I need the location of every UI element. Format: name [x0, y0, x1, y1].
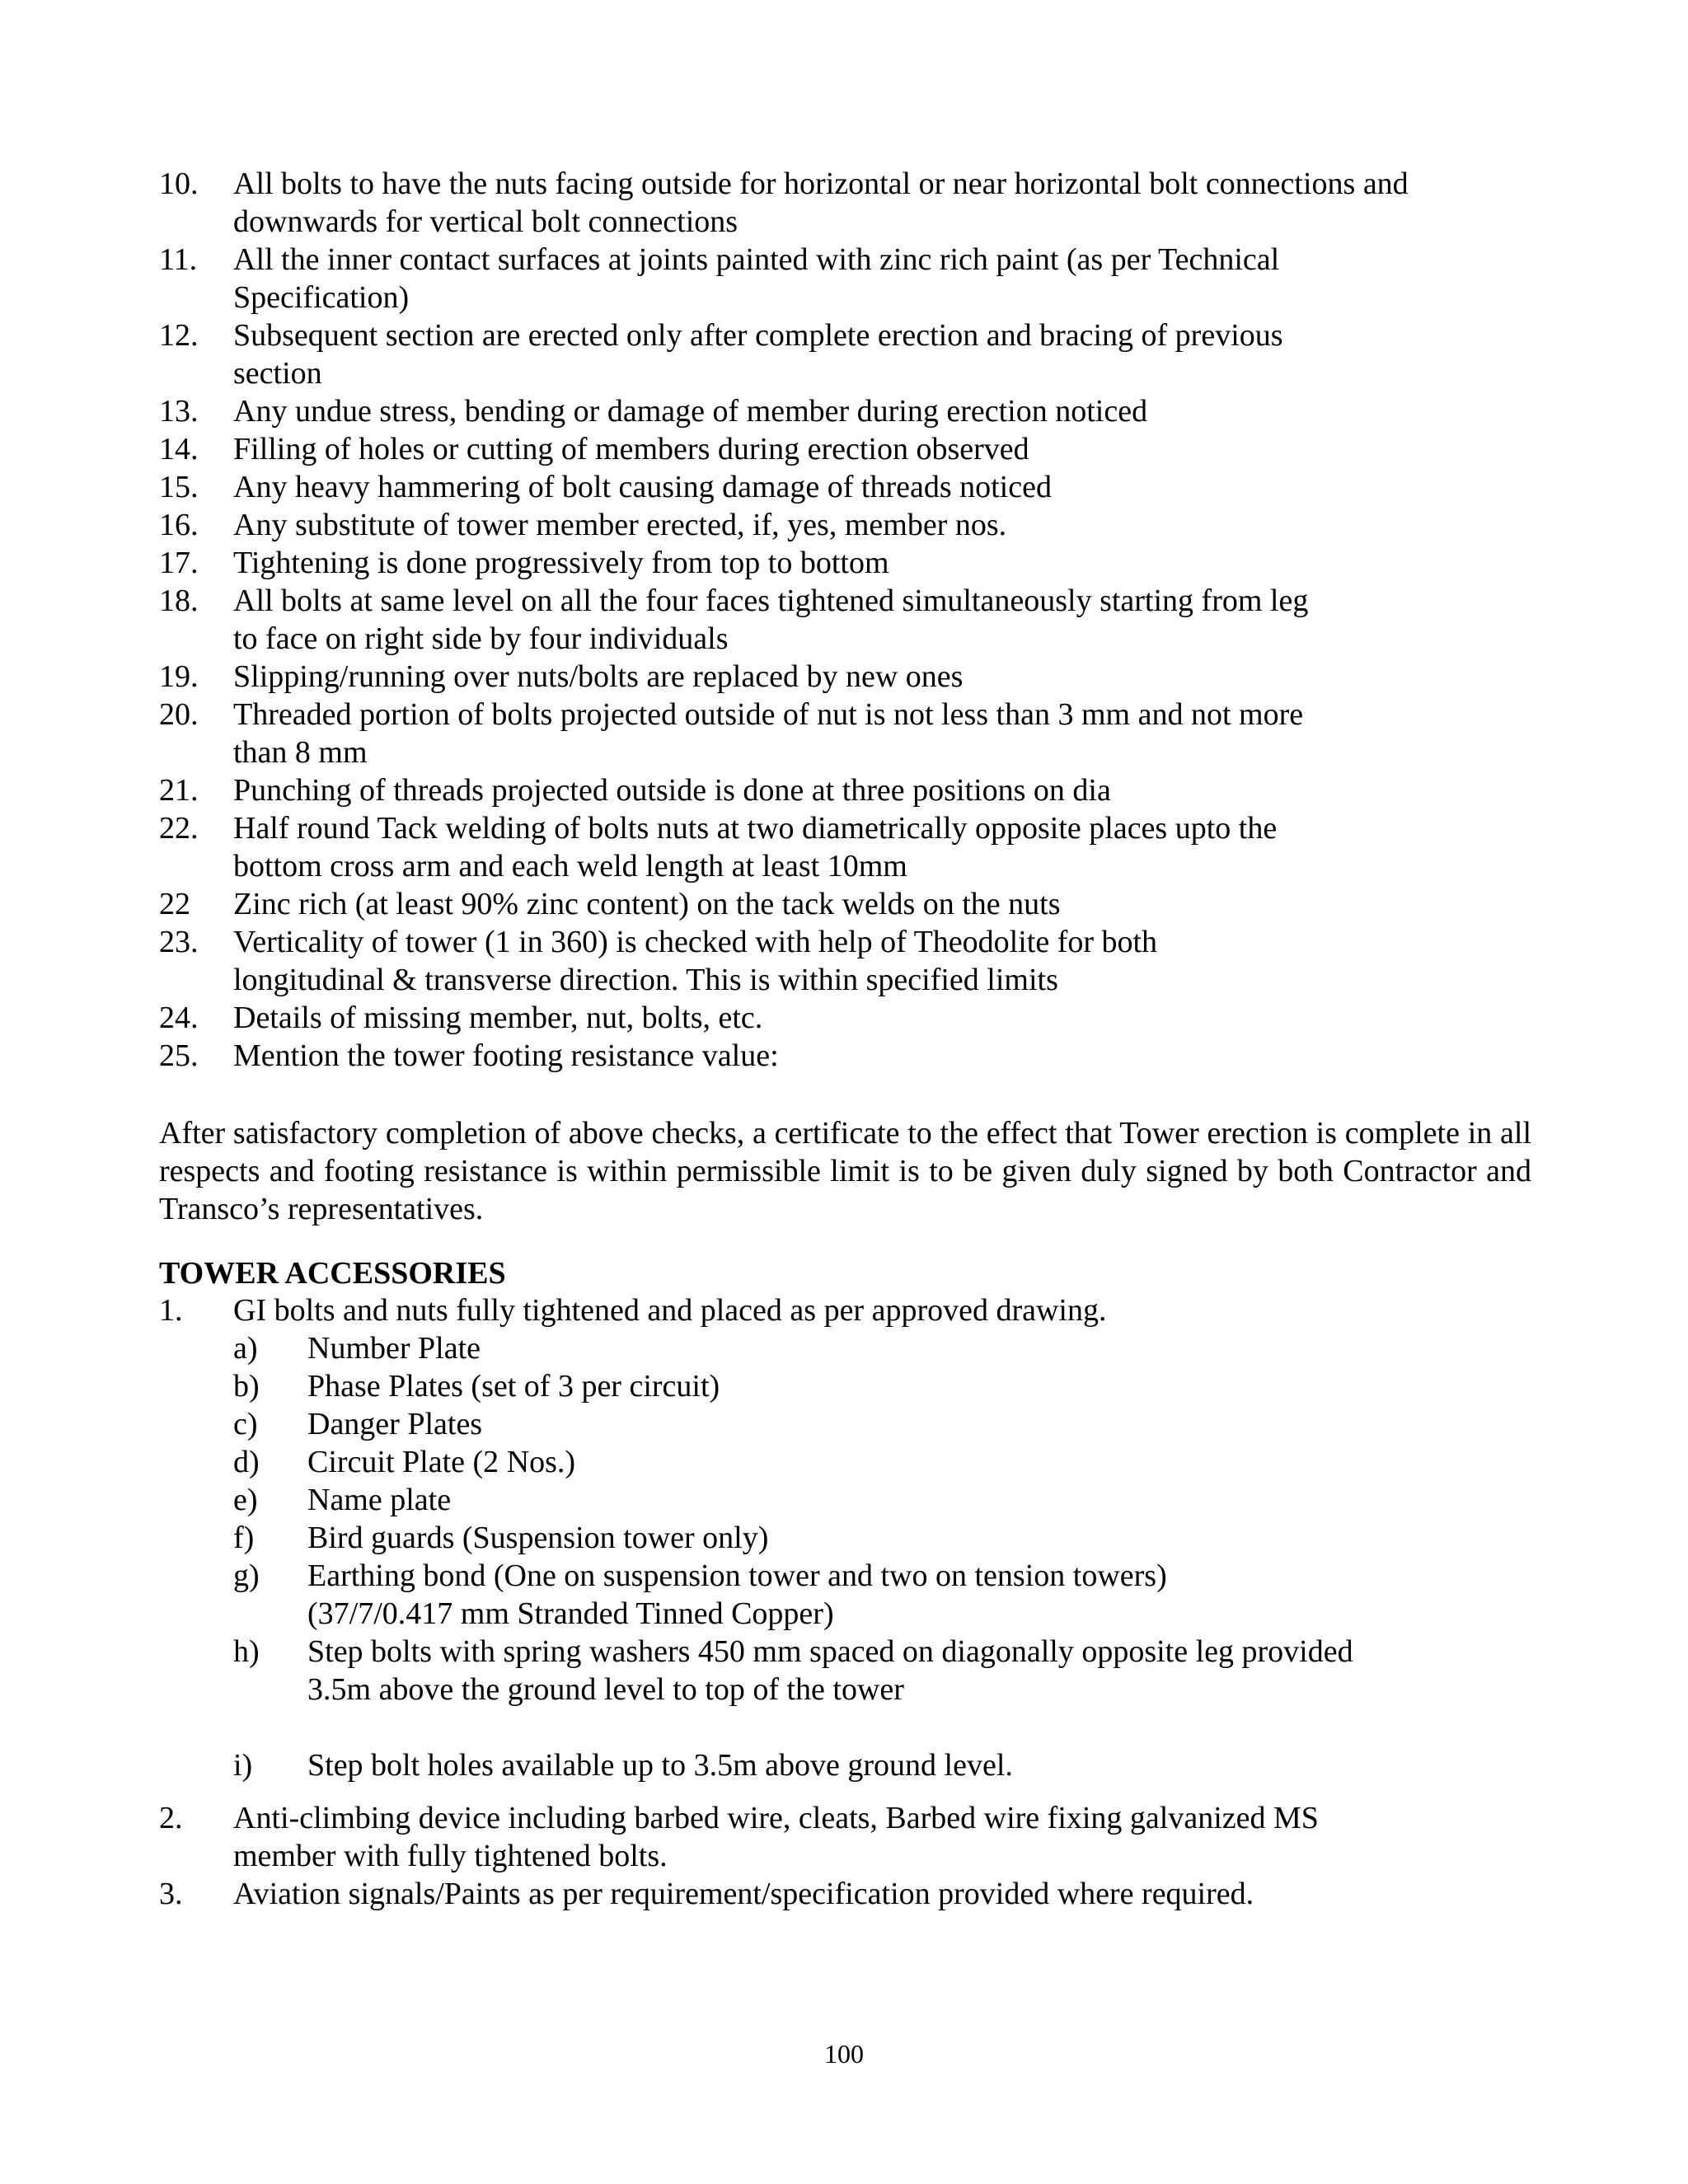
list-item — [159, 316, 1531, 392]
item-number: 21. — [159, 773, 199, 808]
item-text: Anti-climbing device including barbed wire, cleats, Barbed wire fixing galvanized MS — [233, 1801, 1319, 1835]
item-number: 15. — [159, 470, 199, 504]
item-text: All bolts at same level on all the four faces tightened simultaneously starting from leg — [233, 583, 1309, 618]
sub-item-letter: d) — [233, 1445, 260, 1479]
item-number: 12. — [159, 318, 199, 353]
item-text: Specification) — [233, 280, 410, 315]
list-item — [159, 1037, 1531, 1075]
sub-list-item — [159, 1329, 1531, 1367]
list-item — [159, 696, 1531, 771]
item-text: Any undue stress, bending or damage of member during erection noticed — [233, 394, 1148, 429]
sub-item-text: 3.5m above the ground level to top of the tower — [307, 1672, 904, 1707]
list-item — [159, 658, 1531, 696]
item-text: Filling of holes or cutting of members during erection observed — [233, 432, 1029, 466]
item-text: Details of missing member, nut, bolts, etc. — [233, 1001, 763, 1035]
sub-list-item — [159, 1405, 1531, 1443]
item-text: member with fully tightened bolts. — [233, 1839, 668, 1873]
item-text: Threaded portion of bolts projected outside of nut is not less than 3 mm and not more — [233, 697, 1304, 732]
item-text: Punching of threads projected outside is done at three positions on dia — [233, 773, 1111, 808]
sub-list-item — [159, 1367, 1531, 1405]
list-item — [159, 999, 1531, 1037]
sub-item-text: Step bolts with spring washers 450 mm spaced on diagonally opposite leg provided — [307, 1634, 1353, 1669]
item-text: Mention the tower footing resistance value: — [233, 1038, 779, 1073]
list-item — [159, 392, 1531, 430]
list-item — [159, 468, 1531, 506]
section-heading: TOWER ACCESSORIES — [159, 1256, 506, 1291]
sub-item-letter: e) — [233, 1483, 258, 1517]
item-text: Slipping/running over nuts/bolts are replaced by new ones — [233, 659, 964, 694]
item-text: Subsequent section are erected only after complete erection and bracing of previous — [233, 318, 1283, 353]
accessories-list — [159, 1291, 1531, 1913]
list-item — [159, 506, 1531, 544]
item-number: 24. — [159, 1001, 199, 1035]
sub-item-letter: i) — [233, 1748, 253, 1783]
sub-item-text: Step bolt holes available up to 3.5m above ground level. — [307, 1748, 1013, 1783]
item-number: 1. — [159, 1293, 183, 1328]
sub-item-text: Danger Plates — [307, 1407, 483, 1441]
sub-list-item — [159, 1481, 1531, 1519]
item-text: GI bolts and nuts fully tightened and placed as per approved drawing. — [233, 1293, 1107, 1328]
item-number: 22. — [159, 811, 199, 846]
list-item — [159, 809, 1531, 885]
item-text: section — [233, 356, 322, 391]
list-item — [159, 430, 1531, 468]
item-text: bottom cross arm and each weld length at least 10mm — [233, 849, 907, 883]
list-item — [159, 1291, 1531, 1329]
item-number: 13. — [159, 394, 199, 429]
item-text: Verticality of tower (1 in 360) is checked with help of Theodolite for both — [233, 925, 1158, 959]
item-text: All bolts to have the nuts facing outside for horizontal or near horizontal bolt connections and — [233, 166, 1409, 201]
sub-item-text: Circuit Plate (2 Nos.) — [307, 1445, 576, 1479]
item-text: than 8 mm — [233, 735, 368, 770]
item-number: 14. — [159, 432, 199, 466]
sub-item-text: (37/7/0.417 mm Stranded Tinned Copper) — [307, 1596, 834, 1631]
list-item — [159, 1875, 1531, 1913]
certificate-paragraph: After satisfactory completion of above checks, a certificate to the effect that Tower erection is complete in all respects and footing resistance is within permissible limit is to be given duly signed by both Contractor and Transco’s representatives. — [159, 1116, 1531, 1226]
sub-item-letter: h) — [233, 1634, 260, 1669]
sub-list-item — [159, 1557, 1531, 1633]
page-number: 100 — [824, 2039, 864, 2069]
item-text: Half round Tack welding of bolts nuts at two diametrically opposite places upto the — [233, 811, 1278, 846]
sub-item-letter: b) — [233, 1369, 260, 1404]
item-text: Any substitute of tower member erected, if, yes, member nos. — [233, 508, 1007, 542]
list-item — [159, 165, 1531, 241]
sub-list-item — [159, 1519, 1531, 1557]
list-item — [159, 771, 1531, 809]
list-item — [159, 885, 1531, 923]
sub-item-letter: f) — [233, 1521, 255, 1555]
item-number: 25. — [159, 1038, 199, 1073]
item-number: 18. — [159, 583, 199, 618]
item-text: Any heavy hammering of bolt causing damage of threads noticed — [233, 470, 1052, 504]
item-number: 2. — [159, 1801, 183, 1835]
item-number: 3. — [159, 1877, 183, 1911]
item-text: downwards for vertical bolt connections — [233, 204, 738, 239]
list-item — [159, 1799, 1531, 1875]
sub-item-text: Bird guards (Suspension tower only) — [307, 1521, 769, 1555]
sub-list-item — [159, 1633, 1531, 1708]
sub-item-text: Earthing bond (One on suspension tower and two on tension towers) — [307, 1558, 1167, 1593]
sub-item-letter: c) — [233, 1407, 258, 1441]
sub-item-letter: g) — [233, 1558, 260, 1593]
item-number: 16. — [159, 508, 199, 542]
sub-item-text: Name plate — [307, 1483, 452, 1517]
item-number: 11. — [159, 242, 198, 277]
item-text: to face on right side by four individuals — [233, 621, 729, 656]
sub-item-text: Phase Plates (set of 3 per circuit) — [307, 1369, 720, 1404]
item-number: 19. — [159, 659, 199, 694]
item-number: 23. — [159, 925, 199, 959]
item-text: longitudinal & transverse direction. This is within specified limits — [233, 963, 1058, 997]
list-item — [159, 923, 1531, 999]
item-text: Zinc rich (at least 90% zinc content) on the tack welds on the nuts — [233, 887, 1061, 921]
sub-item-text: Number Plate — [307, 1331, 481, 1366]
sub-item-letter: a) — [233, 1331, 258, 1366]
list-item — [159, 582, 1531, 658]
item-text: Tightening is done progressively from top to bottom — [233, 546, 889, 580]
item-number: 22 — [159, 887, 190, 921]
item-text: All the inner contact surfaces at joints painted with zinc rich paint (as per Technical — [233, 242, 1280, 277]
item-number: 10. — [159, 166, 199, 201]
erection-checklist — [159, 165, 1531, 1075]
list-item — [159, 241, 1531, 316]
item-number: 17. — [159, 546, 199, 580]
list-item — [159, 544, 1531, 582]
item-text: Aviation signals/Paints as per requirement/specification provided where required. — [233, 1877, 1254, 1911]
sub-list-item — [159, 1443, 1531, 1481]
item-number: 20. — [159, 697, 199, 732]
sub-list-item — [159, 1746, 1531, 1784]
